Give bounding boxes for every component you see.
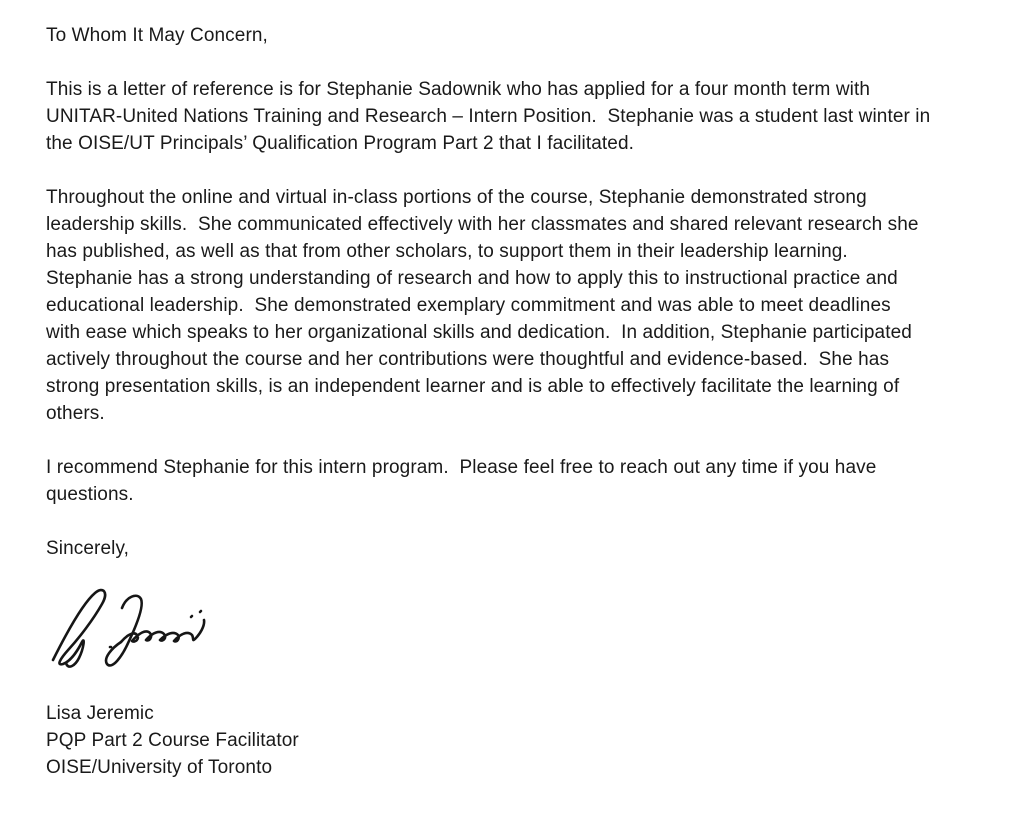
text-line: has published, as well as that from other scholars, to support them in their leadership learning. (46, 241, 848, 262)
text-line: UNITAR-United Nations Training and Research – Intern Position. Stephanie was a student last winter in (46, 106, 931, 127)
text-line: leadership skills. She communicated effectively with her classmates and shared relevant research she (46, 214, 919, 235)
sender-title: PQP Part 2 Course Facilitator (46, 730, 299, 751)
text-line: This is a letter of reference is for Stephanie Sadownik who has applied for a four month term with (46, 79, 871, 100)
paragraph-recommendation (46, 454, 1004, 508)
sender-name: Lisa Jeremic (46, 703, 154, 724)
closing: Sincerely, (46, 538, 130, 559)
text-line: the OISE/UT Principals’ Qualification Program Part 2 that I facilitated. (46, 133, 635, 154)
text-line: actively throughout the course and her contributions were thoughtful and evidence-based. She has (46, 349, 890, 370)
text-line: Stephanie has a strong understanding of research and how to apply this to instructional practice and (46, 268, 898, 289)
text-line: educational leadership. She demonstrated exemplary commitment and was able to meet deadlines (46, 295, 891, 316)
text-line: with ease which speaks to her organizational skills and dedication. In addition, Stephanie participated (46, 322, 912, 343)
paragraph-body (46, 184, 1004, 427)
text-line: Throughout the online and virtual in-class portions of the course, Stephanie demonstrated strong (46, 187, 867, 208)
text-line: others. (46, 403, 105, 424)
paragraph-intro (46, 76, 1004, 157)
signature-icon (48, 580, 208, 672)
signature-block (46, 700, 1004, 781)
sender-organization: OISE/University of Toronto (46, 757, 273, 778)
salutation: To Whom It May Concern, (46, 25, 268, 46)
text-line: strong presentation skills, is an independent learner and is able to effectively facilitate the learning of (46, 376, 900, 397)
text-line: I recommend Stephanie for this intern program. Please feel free to reach out any time if you have (46, 457, 877, 478)
text-line: questions. (46, 484, 134, 505)
handwritten-signature-image (48, 580, 208, 672)
